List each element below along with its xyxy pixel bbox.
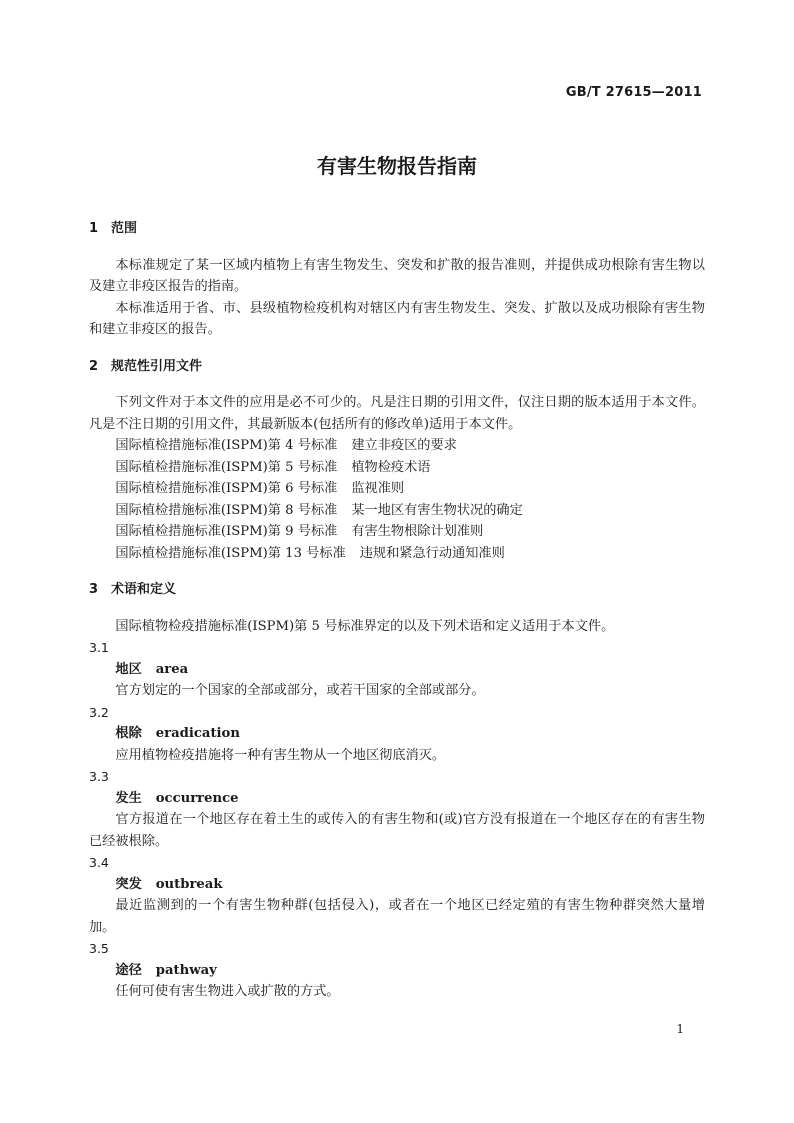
term-heading <box>89 874 705 896</box>
scope-paragraph: 本标准规定了某一区域内植物上有害生物发生、突发和扩散的报告准则，并提供成功根除有害生物以及建立非疫区报告的指南。 <box>89 257 705 294</box>
section-number: 3 <box>89 582 99 597</box>
reference-code: 国际植检措施标准(ISPM)第 6 号标准 <box>115 481 338 496</box>
term-heading <box>89 659 705 681</box>
scope-paragraph: 本标准适用于省、市、县级植物检疫机构对辖区内有害生物发生、突发、扩散以及成功根除有害生物和建立非疫区的报告。 <box>89 300 705 337</box>
reference-item <box>89 435 705 457</box>
reference-code: 国际植检措施标准(ISPM)第 5 号标准 <box>115 459 338 475</box>
term-zh: 突发 <box>115 876 142 892</box>
terms-intro: 国际植物检疫措施标准(ISPM)第 5 号标准界定的以及下列术语和定义适用于本文件。 <box>115 618 615 634</box>
document-title: 有害生物报告指南 <box>317 154 477 178</box>
term-definition: 最近监测到的一个有害生物种群(包括侵入)，或者在一个地区已经定殖的有害生物种群突然大量增加。 <box>89 898 705 935</box>
term-heading <box>89 960 705 982</box>
reference-code: 国际植检措施标准(ISPM)第 13 号标准 <box>115 545 346 561</box>
term-number: 3.1 <box>89 640 109 655</box>
term-zh: 地区 <box>115 661 142 677</box>
term-en: area <box>155 661 189 677</box>
reference-item <box>89 457 705 479</box>
term-en: eradication <box>155 726 240 741</box>
reference-item <box>89 478 705 500</box>
term-en: outbreak <box>155 876 223 892</box>
term-en: occurrence <box>155 790 239 806</box>
reference-code: 国际植检措施标准(ISPM)第 4 号标准 <box>115 438 338 453</box>
reference-name: 监视准则 <box>351 481 405 496</box>
section-number: 2 <box>89 358 99 374</box>
term-en: pathway <box>155 962 217 978</box>
term-definition: 官方报道在一个地区存在着土生的或传入的有害生物和(或)官方没有报道在一个地区存在的有害生物已经被根除。 <box>89 812 705 849</box>
term-number: 3.4 <box>89 855 109 870</box>
references-intro: 下列文件对于本文件的应用是必不可少的。凡是注日期的引用文件，仅注日期的版本适用于本文件。凡是不注日期的引用文件，其最新版本(包括所有的修改单)适用于本文件。 <box>89 395 705 432</box>
section-title: 术语和定义 <box>111 582 177 597</box>
section-title: 规范性引用文件 <box>111 358 203 374</box>
reference-name: 建立非疫区的要求 <box>351 438 457 453</box>
section-heading-scope <box>89 218 705 240</box>
reference-item <box>89 500 705 522</box>
term-number: 3.2 <box>89 704 109 720</box>
term-zh: 发生 <box>115 790 142 806</box>
term-heading <box>89 723 705 745</box>
section-number: 1 <box>89 221 99 236</box>
reference-name: 某一地区有害生物状况的确定 <box>351 502 523 518</box>
term-number: 3.5 <box>89 941 109 956</box>
term-number: 3.3 <box>89 769 109 784</box>
reference-name: 违规和紧急行动通知准则 <box>359 545 505 561</box>
term-heading <box>89 788 705 810</box>
page-number: 1 <box>676 1022 684 1036</box>
section-title: 范围 <box>111 221 138 236</box>
term-definition: 官方划定的一个国家的全部或部分，或若干国家的全部或部分。 <box>115 683 485 698</box>
term-definition: 任何可使有害生物进入或扩散的方式。 <box>115 984 340 999</box>
term-zh: 途径 <box>115 962 142 978</box>
reference-name: 植物检疫术语 <box>351 459 431 475</box>
section-heading-terms <box>89 579 705 601</box>
term-zh: 根除 <box>115 726 142 741</box>
standard-code: GB/T 27615—2011 <box>565 85 702 100</box>
reference-name: 有害生物根除计划准则 <box>351 524 484 539</box>
reference-code: 国际植检措施标准(ISPM)第 9 号标准 <box>115 524 338 539</box>
term-definition: 应用植物检疫措施将一种有害生物从一个地区彻底消灭。 <box>115 747 446 763</box>
document-body <box>89 218 705 1003</box>
reference-code: 国际植检措施标准(ISPM)第 8 号标准 <box>115 502 338 518</box>
reference-item <box>89 543 705 565</box>
reference-item <box>89 521 705 543</box>
section-heading-normative-references <box>89 356 705 378</box>
